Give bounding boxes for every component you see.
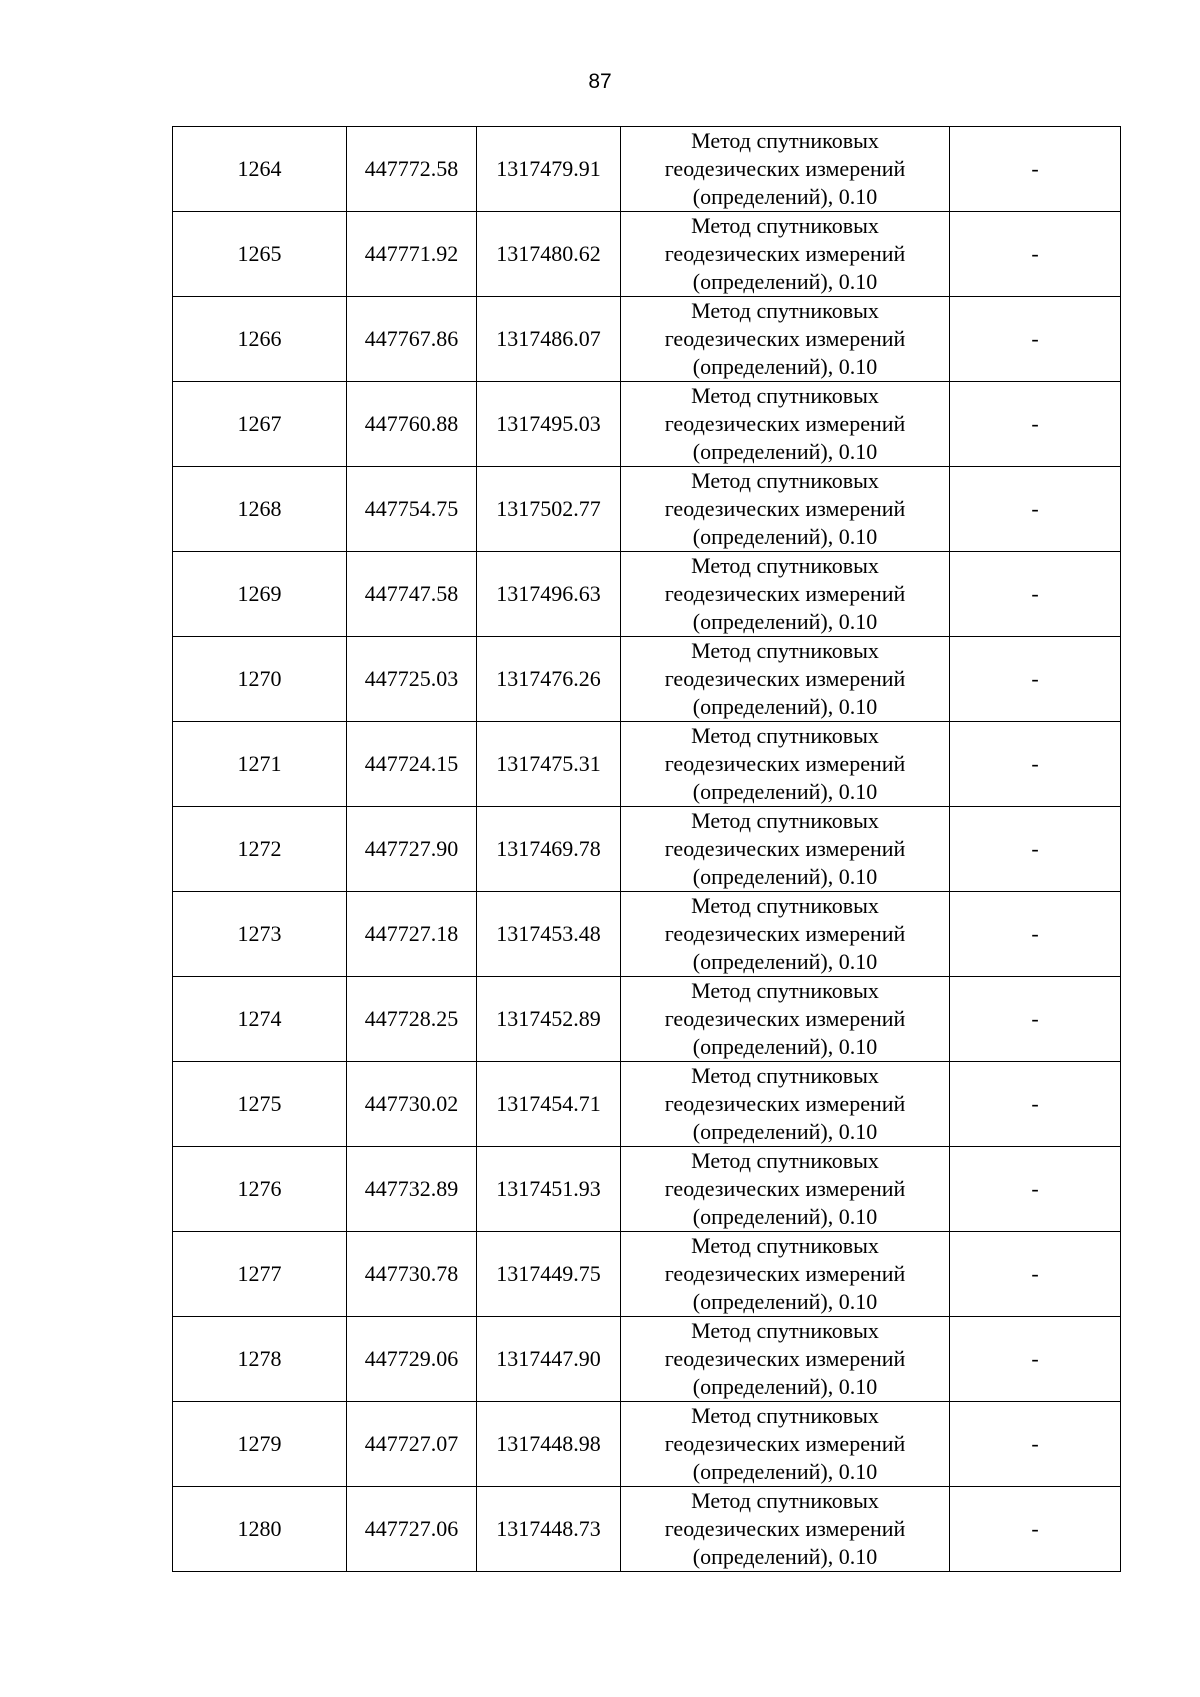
method-cell — [621, 1062, 950, 1147]
method-cell — [621, 1487, 950, 1572]
table-row — [173, 212, 1121, 297]
table-row — [173, 1402, 1121, 1487]
y-coordinate-cell: 1317453.48 — [477, 892, 621, 977]
description-cell: - — [950, 1232, 1121, 1317]
method-text: Метод спутниковых геодезических измерений (определений), 0.10 — [664, 638, 906, 719]
description-cell: - — [950, 552, 1121, 637]
method-cell — [621, 212, 950, 297]
description-cell: - — [950, 1147, 1121, 1232]
x-coordinate-cell: 447772.58 — [347, 127, 477, 212]
method-text: Метод спутниковых геодезических измерений (определений), 0.10 — [664, 808, 906, 889]
y-coordinate-cell: 1317475.31 — [477, 722, 621, 807]
x-coordinate-cell: 447747.58 — [347, 552, 477, 637]
y-coordinate-cell: 1317451.93 — [477, 1147, 621, 1232]
point-number-cell: 1278 — [173, 1317, 347, 1402]
method-cell — [621, 977, 950, 1062]
method-text: Метод спутниковых геодезических измерений (определений), 0.10 — [664, 468, 906, 549]
description-cell: - — [950, 1062, 1121, 1147]
coordinates-table — [172, 126, 1121, 1572]
point-number-cell: 1279 — [173, 1402, 347, 1487]
point-number-cell: 1267 — [173, 382, 347, 467]
y-coordinate-cell: 1317454.71 — [477, 1062, 621, 1147]
method-text: Метод спутниковых геодезических измерений (определений), 0.10 — [664, 1233, 906, 1314]
x-coordinate-cell: 447727.06 — [347, 1487, 477, 1572]
description-cell: - — [950, 1487, 1121, 1572]
point-number-cell: 1272 — [173, 807, 347, 892]
method-text: Метод спутниковых геодезических измерений (определений), 0.10 — [664, 1403, 906, 1484]
x-coordinate-cell: 447754.75 — [347, 467, 477, 552]
point-number-cell: 1268 — [173, 467, 347, 552]
table-row — [173, 552, 1121, 637]
x-coordinate-cell: 447730.78 — [347, 1232, 477, 1317]
point-number-cell: 1264 — [173, 127, 347, 212]
description-cell: - — [950, 807, 1121, 892]
table-row — [173, 1147, 1121, 1232]
description-cell: - — [950, 1317, 1121, 1402]
description-cell: - — [950, 722, 1121, 807]
x-coordinate-cell: 447771.92 — [347, 212, 477, 297]
description-cell: - — [950, 637, 1121, 722]
description-cell: - — [950, 297, 1121, 382]
x-coordinate-cell: 447729.06 — [347, 1317, 477, 1402]
y-coordinate-cell: 1317448.98 — [477, 1402, 621, 1487]
x-coordinate-cell: 447724.15 — [347, 722, 477, 807]
table-row — [173, 1317, 1121, 1402]
page-number: 87 — [588, 70, 612, 93]
point-number-cell: 1274 — [173, 977, 347, 1062]
table-row — [173, 1062, 1121, 1147]
y-coordinate-cell: 1317469.78 — [477, 807, 621, 892]
table-row — [173, 382, 1121, 467]
point-number-cell: 1275 — [173, 1062, 347, 1147]
point-number-cell: 1266 — [173, 297, 347, 382]
description-cell: - — [950, 127, 1121, 212]
table-row — [173, 637, 1121, 722]
method-cell — [621, 637, 950, 722]
method-text: Метод спутниковых геодезических измерений (определений), 0.10 — [664, 723, 906, 804]
point-number-cell: 1280 — [173, 1487, 347, 1572]
description-cell: - — [950, 467, 1121, 552]
description-cell: - — [950, 977, 1121, 1062]
table-row — [173, 467, 1121, 552]
y-coordinate-cell: 1317448.73 — [477, 1487, 621, 1572]
description-cell: - — [950, 892, 1121, 977]
point-number-cell: 1277 — [173, 1232, 347, 1317]
method-cell — [621, 127, 950, 212]
y-coordinate-cell: 1317479.91 — [477, 127, 621, 212]
method-cell — [621, 1402, 950, 1487]
point-number-cell: 1271 — [173, 722, 347, 807]
y-coordinate-cell: 1317502.77 — [477, 467, 621, 552]
method-cell — [621, 382, 950, 467]
x-coordinate-cell: 447732.89 — [347, 1147, 477, 1232]
y-coordinate-cell: 1317480.62 — [477, 212, 621, 297]
table-row — [173, 977, 1121, 1062]
method-text: Метод спутниковых геодезических измерений (определений), 0.10 — [664, 1148, 906, 1229]
table-row — [173, 807, 1121, 892]
table-row — [173, 722, 1121, 807]
method-cell — [621, 1317, 950, 1402]
method-text: Метод спутниковых геодезических измерений (определений), 0.10 — [664, 1318, 906, 1399]
method-cell — [621, 297, 950, 382]
point-number-cell: 1269 — [173, 552, 347, 637]
method-cell — [621, 467, 950, 552]
x-coordinate-cell: 447767.86 — [347, 297, 477, 382]
method-text: Метод спутниковых геодезических измерений (определений), 0.10 — [664, 1063, 906, 1144]
description-cell: - — [950, 1402, 1121, 1487]
x-coordinate-cell: 447730.02 — [347, 1062, 477, 1147]
method-cell — [621, 892, 950, 977]
method-cell — [621, 722, 950, 807]
method-cell — [621, 1147, 950, 1232]
point-number-cell: 1273 — [173, 892, 347, 977]
y-coordinate-cell: 1317496.63 — [477, 552, 621, 637]
table-body — [173, 127, 1121, 1572]
x-coordinate-cell: 447727.18 — [347, 892, 477, 977]
method-text: Метод спутниковых геодезических измерений (определений), 0.10 — [664, 893, 906, 974]
point-number-cell: 1265 — [173, 212, 347, 297]
x-coordinate-cell: 447727.90 — [347, 807, 477, 892]
table-row — [173, 1232, 1121, 1317]
method-cell — [621, 1232, 950, 1317]
method-text: Метод спутниковых геодезических измерений (определений), 0.10 — [664, 978, 906, 1059]
y-coordinate-cell: 1317452.89 — [477, 977, 621, 1062]
y-coordinate-cell: 1317476.26 — [477, 637, 621, 722]
y-coordinate-cell: 1317449.75 — [477, 1232, 621, 1317]
x-coordinate-cell: 447727.07 — [347, 1402, 477, 1487]
method-text: Метод спутниковых геодезических измерений (определений), 0.10 — [664, 383, 906, 464]
method-text: Метод спутниковых геодезических измерений (определений), 0.10 — [664, 298, 906, 379]
method-text: Метод спутниковых геодезических измерений (определений), 0.10 — [664, 128, 906, 209]
y-coordinate-cell: 1317486.07 — [477, 297, 621, 382]
x-coordinate-cell: 447728.25 — [347, 977, 477, 1062]
y-coordinate-cell: 1317495.03 — [477, 382, 621, 467]
method-cell — [621, 552, 950, 637]
table-row — [173, 297, 1121, 382]
method-text: Метод спутниковых геодезических измерений (определений), 0.10 — [664, 1488, 906, 1569]
table-row — [173, 127, 1121, 212]
x-coordinate-cell: 447725.03 — [347, 637, 477, 722]
x-coordinate-cell: 447760.88 — [347, 382, 477, 467]
table-row — [173, 892, 1121, 977]
method-text: Метод спутниковых геодезических измерений (определений), 0.10 — [664, 553, 906, 634]
method-cell — [621, 807, 950, 892]
table-row — [173, 1487, 1121, 1572]
y-coordinate-cell: 1317447.90 — [477, 1317, 621, 1402]
description-cell: - — [950, 382, 1121, 467]
description-cell: - — [950, 212, 1121, 297]
point-number-cell: 1270 — [173, 637, 347, 722]
point-number-cell: 1276 — [173, 1147, 347, 1232]
method-text: Метод спутниковых геодезических измерений (определений), 0.10 — [664, 213, 906, 294]
